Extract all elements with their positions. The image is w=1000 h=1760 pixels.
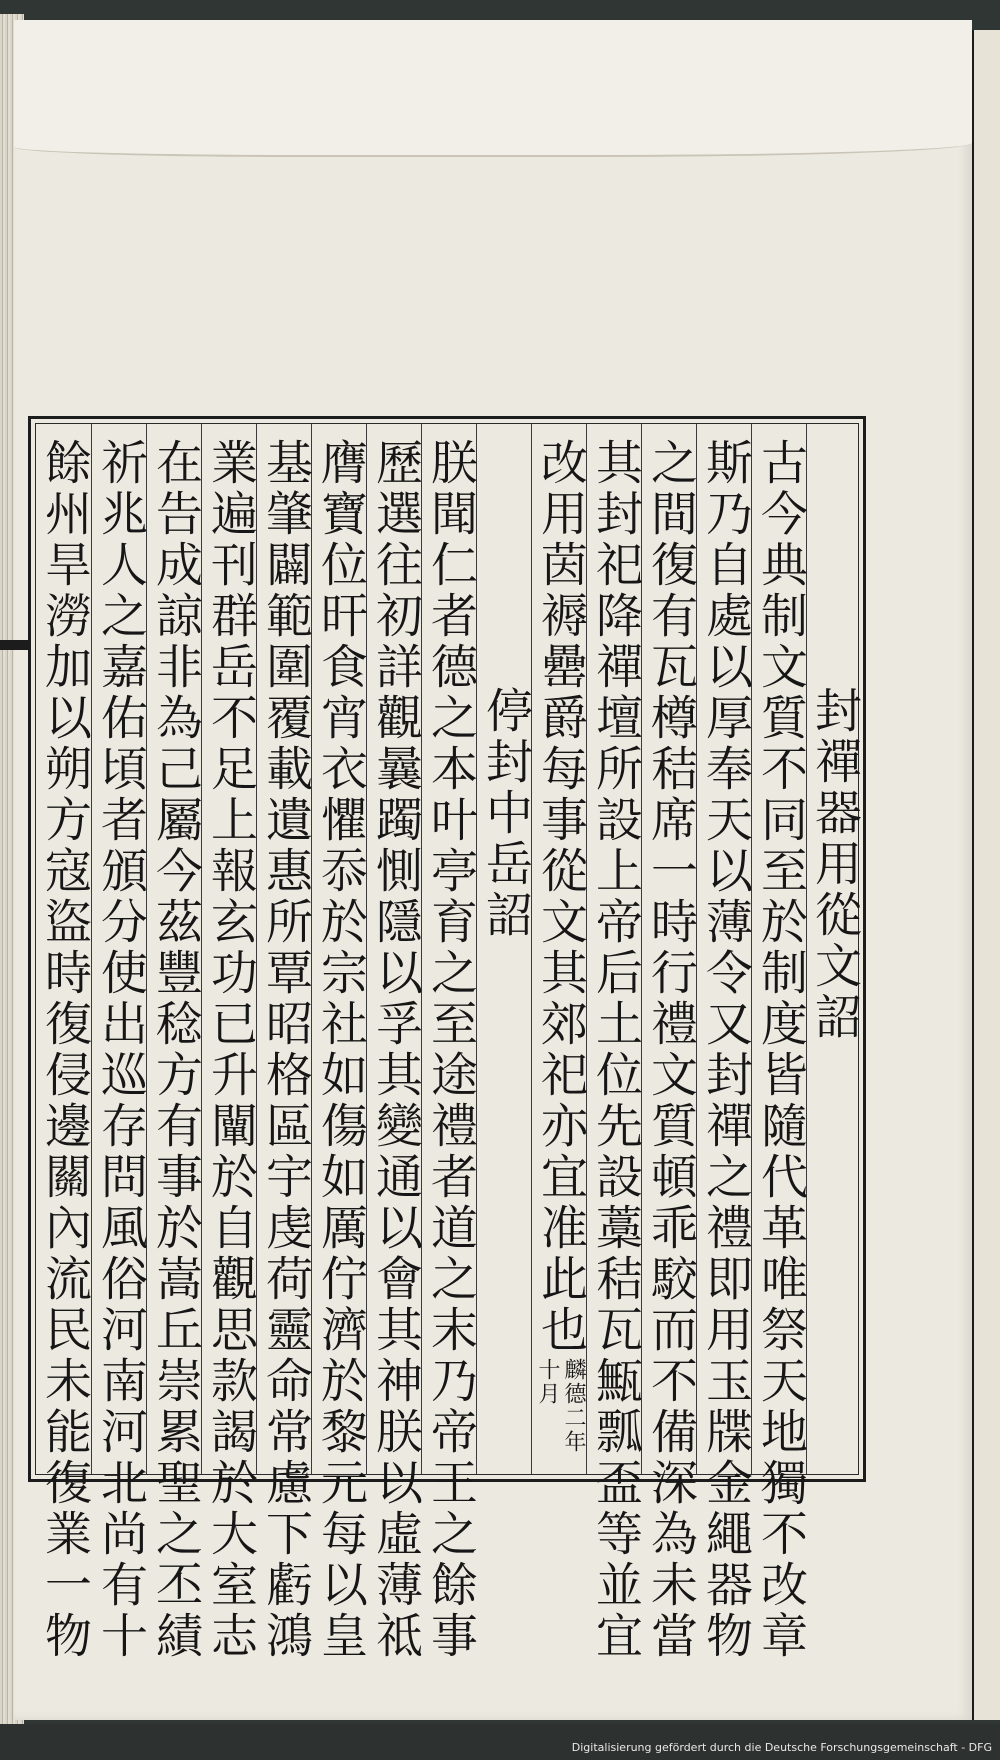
text-column <box>641 424 698 1662</box>
text-column <box>476 424 533 1474</box>
text-column <box>256 424 313 1662</box>
body-text: 業遍刊群岳不足上報玄功已升闡於自觀思款謁於大室志 <box>203 438 258 1662</box>
text-column <box>311 424 368 1662</box>
section-title: 停封中岳詔 <box>478 686 533 941</box>
body-text: 改用茵褥罍爵每事從文其郊祀亦宜准此也 <box>533 438 588 1356</box>
text-column <box>366 424 423 1662</box>
body-text: 祈兆人之嘉佑頃者頒分使出巡存問風俗河南河北尚有十 <box>93 438 148 1662</box>
facing-page-edge <box>972 30 1000 1720</box>
text-column <box>36 424 92 1662</box>
text-column <box>586 424 643 1662</box>
text-column <box>91 424 148 1662</box>
text-frame-inner <box>35 423 862 1662</box>
paper-repair-strip <box>14 20 972 157</box>
date-annotation <box>535 1358 585 1454</box>
body-text: 在告成諒非為己屬今茲豐稔方有事於嵩丘崇累聖之丕績 <box>148 438 203 1662</box>
text-frame <box>28 416 866 1662</box>
digitization-credit: Digitalisierung gefördert durch die Deutsche Forschungsgemeinschaft - DFG <box>571 1741 992 1754</box>
text-column <box>751 424 808 1662</box>
scan-bottom-band <box>0 1724 1000 1760</box>
text-column <box>806 424 861 1474</box>
body-text: 歷選往初詳觀曩躅惻隱以孚其變通以會其神朕以虛薄祗 <box>368 438 423 1662</box>
binding-tab <box>0 640 28 650</box>
body-text: 餘州旱澇加以朔方寇盜時復侵邊關內流民未能復業一物 <box>37 438 92 1662</box>
text-column <box>421 424 478 1662</box>
text-column <box>531 424 588 1474</box>
body-text: 之間復有瓦樽秸席一時行禮文質頓乖駮而不備深為未當 <box>643 438 698 1662</box>
text-column <box>696 424 753 1662</box>
body-text: 古今典制文質不同至於制度皆隨代革唯祭天地獨不改章 <box>753 438 808 1662</box>
text-column <box>201 424 258 1662</box>
section-title: 封禪器用從文詔 <box>807 686 862 1043</box>
body-text: 其封祀降禪壇所設上帝后土位先設藁秸瓦甒瓢盃等並宜 <box>588 438 643 1662</box>
annotation-line: 十月 <box>535 1358 560 1406</box>
body-text: 膺寶位旰食宵衣懼忝於宗社如傷如厲佇濟於黎元每以皇 <box>313 438 368 1662</box>
text-column <box>146 424 203 1662</box>
body-text: 朕聞仁者德之本叶亭育之至途禮者道之末乃帝王之餘事 <box>423 438 478 1662</box>
annotation-line: 麟德二年 <box>561 1358 586 1454</box>
body-text: 基肇闢範圍覆載遺惠所覃昭格區宇虔荷靈命常慮下虧鴻 <box>258 438 313 1662</box>
body-text: 斯乃自處以厚奉天以薄令又封禪之禮即用玉牒金繩器物 <box>698 438 753 1662</box>
